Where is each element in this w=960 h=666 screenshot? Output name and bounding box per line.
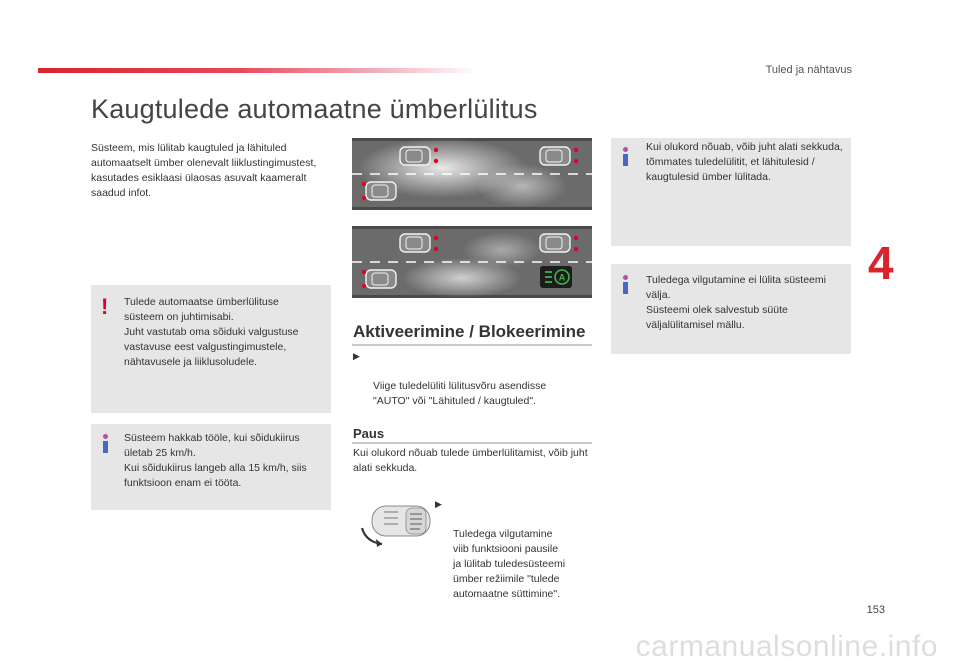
light-stalk-illustration [358,500,436,552]
activation-bullet-text: Viige tuledelüliti lülitusvõru asendisse "AUTO" või "Lähituled / kaugtuled". [373,380,547,407]
chapter-number: 4 [868,237,894,289]
warning-icon: ! [101,294,109,319]
bullet-arrow-icon: ▶ [435,499,442,509]
info-flash-text: Tuledega vilgutamine ei lülita süsteemi välja. Süsteemi olek salvestub süüte väljalülitamisel mällu. [646,274,826,331]
info-speed-text: Süsteem hakkab tööle, kui sõidukiirus ületab 25 km/h. Kui sõidukiirus langeb alla 15 km/h, siis funktsioon enam ei tööta. [124,432,307,489]
auto-headlight-indicator-icon [540,266,572,288]
activation-divider [352,344,592,346]
pause-heading: Paus [353,426,385,441]
svg-text:A: A [558,272,566,283]
warning-text: Tulede automaatse ümberlülituse süsteem on juhtimisabi. Juht vastutab oma sõiduki valgustuse vastavuse eest valgustingimustele, nähtavusele ja liiklusoludele. [124,296,299,368]
pause-divider [352,442,592,444]
pause-bullet [435,497,595,617]
info-box-speed [91,424,331,510]
info-box-flash [611,264,851,354]
page-title: Kaugtulede automaatne ümberlülitus [91,94,538,124]
pause-text: Kui olukord nõuab tulede ümberlülitamist, võib juht alati sekkuda. [353,447,588,474]
header-accent-bar [38,68,478,73]
section-title: Tuled ja nähtavus [765,64,852,76]
info-icon [623,275,628,295]
page-number: 153 [866,604,885,616]
pause-bullet-text: Tuledega vilgutamine viib funktsiooni pausile ja lülitab tuledesüsteemi ümber režiimile "tulede automaatne süttimine". [453,528,566,600]
info-box-override [611,138,851,246]
headlight-illustration [352,138,592,298]
activation-heading: Aktiveerimine / Blokeerimine [353,322,586,341]
info-override-text: Kui olukord nõuab, võib juht alati sekkuda, tõmmates tuledelülitit, et lähitulesid / kaugtulesid ümber lülitada. [646,141,843,183]
watermark: carmanualsonline.info [635,630,938,663]
intro-paragraph: Süsteem, mis lülitab kaugtuled ja lähituled automaatselt ümber olenevalt liiklustingimustest, kasutades esiklaasi ülaosas asuvalt kaameralt saadud infot. [91,142,317,199]
bullet-arrow-icon: ▶ [353,351,360,361]
info-icon [103,434,108,454]
activation-bullet [353,349,583,424]
info-icon [623,147,628,167]
warning-box [91,285,331,413]
